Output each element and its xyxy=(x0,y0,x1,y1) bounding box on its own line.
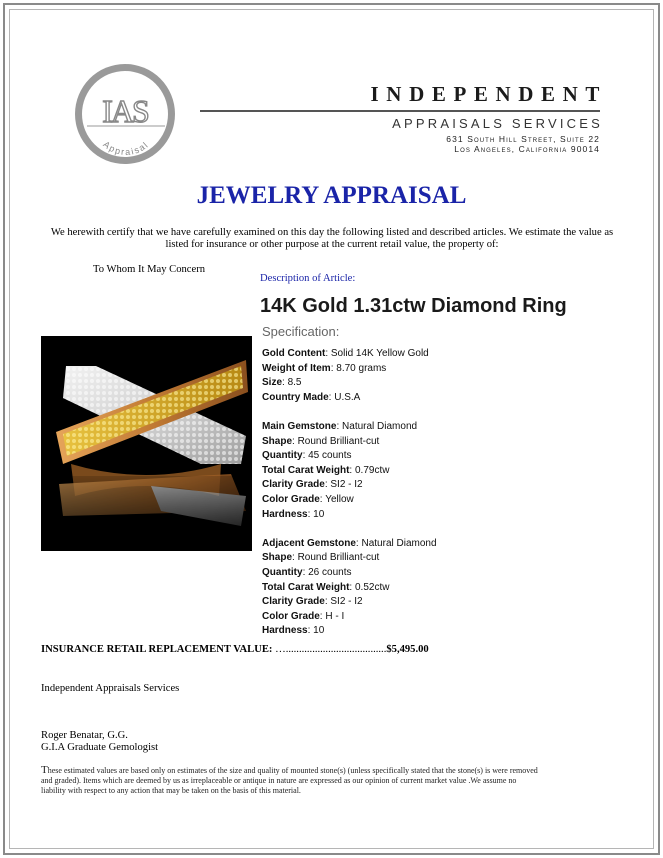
ring-photo xyxy=(41,336,252,551)
spec-row: Shape: Round Brilliant-cut xyxy=(262,552,380,564)
spec-row: Quantity: 26 counts xyxy=(262,566,352,578)
address-line-2: Los Angeles, California 90014 xyxy=(454,144,600,154)
disclaimer xyxy=(41,765,541,796)
address-line-1: 631 South Hill Street, Suite 22 xyxy=(446,134,600,144)
spec-row: Total Carat Weight: 0.52ctw xyxy=(262,581,390,593)
spec-row: Hardness: 10 xyxy=(262,508,325,520)
company-header xyxy=(200,82,607,154)
disclaimer-text: hese estimated values are based only on estimates of the size and quality of mounted stone(s) (unless specifically stated that the stone(s) is were removed and graded). Items which are deemed by us as irreplaceable or antique in nature are expressed as our opinion of current market value .We assume no liability with respect to any action that may be taken on the basis of this material. xyxy=(41,766,538,795)
signer-block xyxy=(41,730,158,754)
spec-row: Quantity: 45 counts xyxy=(262,450,352,462)
specification-label: Specification: xyxy=(262,324,340,339)
description-label: Description of Article: xyxy=(260,273,356,284)
recipient: To Whom It May Concern xyxy=(93,264,206,275)
value-label: INSURANCE RETAIL REPLACEMENT VALUE: xyxy=(41,644,273,655)
spec-row: Hardness: 10 xyxy=(262,625,325,637)
spec-row: Main Gemstone: Natural Diamond xyxy=(262,420,418,432)
spacer xyxy=(262,522,437,537)
header-rule xyxy=(200,110,600,112)
signer-name: Roger Benatar, G.G. xyxy=(41,730,128,741)
spec-row: Adjacent Gemstone: Natural Diamond xyxy=(262,537,437,549)
spec-row: Color Grade: H - I xyxy=(262,610,345,622)
page-title: JEWELRY APPRAISAL xyxy=(196,182,467,209)
company-name: INDEPENDENT xyxy=(370,82,607,106)
value-amount: $5,495.00 xyxy=(386,644,429,655)
signer-credential: G.I.A Graduate Gemologist xyxy=(41,742,159,753)
firm-name: Independent Appraisals Services xyxy=(41,683,180,694)
spec-row: Color Grade: Yellow xyxy=(262,493,354,505)
spec-row: Weight of Item: 8.70 grams xyxy=(262,362,387,374)
value-dots: …...................................... xyxy=(275,644,387,655)
logo-arc-text: Appraisal xyxy=(101,139,151,158)
spec-row: Shape: Round Brilliant-cut xyxy=(262,435,380,447)
logo-initials: IAS xyxy=(102,93,148,129)
certification-text: We herewith certify that we have carefully examined on this day the following listed and described articles. We estimate the value as listed for insurance or other purpose at the current retail value, the property of: xyxy=(50,227,614,250)
disclaimer-initial: T xyxy=(41,764,48,776)
company-address xyxy=(200,134,600,154)
ias-logo xyxy=(73,62,177,166)
spec-row: Clarity Grade: SI2 - I2 xyxy=(262,596,363,608)
spec-row: Total Carat Weight: 0.79ctw xyxy=(262,464,390,476)
insurance-value xyxy=(41,644,429,655)
spec-row: Gold Content: Solid 14K Yellow Gold xyxy=(262,348,429,359)
specifications xyxy=(262,347,437,639)
item-title: 14K Gold 1.31ctw Diamond Ring xyxy=(260,295,567,317)
spec-row: Country Made: U.S.A xyxy=(262,391,361,403)
company-services: APPRAISALS SERVICES xyxy=(392,116,603,131)
spec-row: Clarity Grade: SI2 - I2 xyxy=(262,479,363,491)
spec-row: Size: 8.5 xyxy=(262,377,302,389)
spacer xyxy=(262,405,437,420)
